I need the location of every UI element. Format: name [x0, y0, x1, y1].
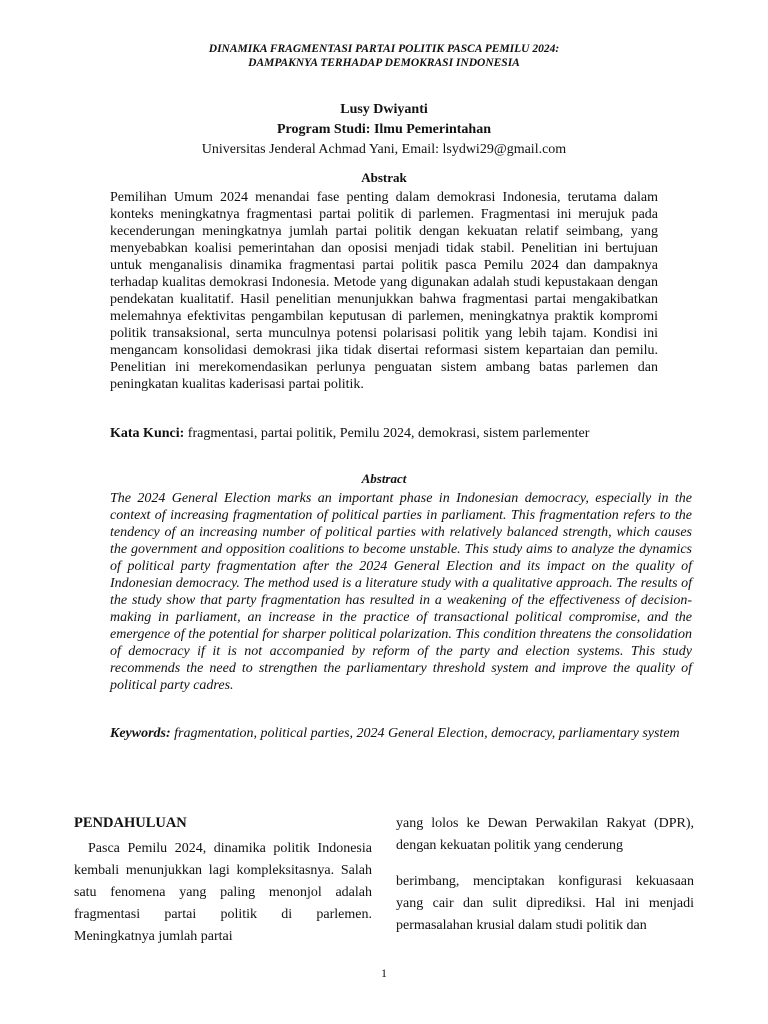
right-column-part2 [396, 871, 694, 937]
abstract-heading: Abstract [361, 471, 407, 486]
left-column-text: Pasca Pemilu 2024, dinamika politik Indonesia kembali menunjukkan lagi kompleksitasnya. Salah satu fenomena yang paling menonjol adalah fragmentasi partai politik di parlemen. Meningkatnya jumlah partai [74, 841, 372, 944]
right-column-text-1: yang lolos ke Dewan Perwakilan Rakyat (DPR), dengan kekuatan politik yang cenderung [396, 816, 694, 853]
section-heading-pendahuluan: PENDAHULUAN [74, 815, 187, 831]
paper-title [110, 42, 658, 70]
right-column-part1 [396, 813, 694, 857]
keywords-values: fragmentation, political parties, 2024 General Election, democracy, parliamentary system [174, 726, 680, 741]
author-name: Lusy Dwiyanti [340, 102, 428, 117]
kata-kunci-values: fragmentasi, partai politik, Pemilu 2024, demokrasi, sistem parlementer [187, 426, 590, 441]
abstrak-text: Pemilihan Umum 2024 menandai fase penting dalam demokrasi Indonesia, terutama dalam konteks meningkatnya fragmentasi partai politik di parlemen. Fragmentasi ini merujuk pada kecenderungan meningkatnya jumlah partai politik dengan kekuatan relatif seimbang, yang menyebabkan koalisi pemerintahan dan oposisi menjadi tidak stabil. Penelitian ini bertujuan untuk menganalisis dinamika fragmentasi partai politik pasca Pemilu 2024 dan dampaknya terhadap kualitas demokrasi Indonesia. Metode yang digunakan adalah studi kepustakaan dengan pendekatan kualitatif. Hasil penelitian menunjukkan bahwa fragmentasi partai mengakibatkan melemahnya efektivitas pengambilan keputusan di parlemen, meningkatnya praktik kompromi politik transaksional, serta munculnya potensi polarisasi politik yang lebih tajam. Kondisi ini mengancam konsolidasi demokrasi jika tidak disertai reformasi sistem kepartaian dan pemilu. Penelitian ini merekomendasikan perlunya penguatan sistem ambang batas parlemen dan peningkatan kualitas kaderisasi partai politik. [110, 190, 658, 392]
kata-kunci [110, 425, 658, 442]
abstract-text: The 2024 General Election marks an important phase in Indonesian democracy, especially in the context of increasing fragmentation of political parties in parliament. This fragmentation refers to the tendency of an increasing number of political parties with relatively balanced strength, which causes the government and opposition coalitions to become unstable. This study aims to analyze the dynamics of political party fragmentation after the 2024 General Election and its impact on the quality of Indonesian democracy. The method used is a literature study with a qualitative approach. The results of the study show that party fragmentation has resulted in a weakening of the effectiveness of decision-making in parliament, an increase in the practice of transactional political compromise, and the emergence of the potential for sharper political polarization. This condition threatens the consolidation of democracy if it is not accompanied by reform of the party and election systems. This study recommends the need to strengthen the parliamentary threshold system and improve the quality of political party cadres. [110, 491, 692, 693]
title-line-2: DAMPAKNYA TERHADAP DEMOKRASI INDONESIA [248, 57, 520, 69]
keywords [110, 725, 692, 742]
keywords-label: Keywords: [110, 726, 171, 741]
left-column [74, 838, 372, 948]
affiliation: Universitas Jenderal Achmad Yani, Email: lsydwi29@gmail.com [201, 142, 567, 157]
right-column-text-2: berimbang, menciptakan konfigurasi kekuasaan yang cair dan sulit diprediksi. Hal ini menjadi permasalahan krusial dalam studi politik dan [396, 874, 694, 933]
kata-kunci-label: Kata Kunci: [110, 426, 185, 441]
study-program: Program Studi: Ilmu Pemerintahan [276, 122, 491, 137]
author-block [110, 100, 658, 160]
title-line-1: DINAMIKA FRAGMENTASI PARTAI POLITIK PASCA PEMILU 2024: [208, 43, 560, 55]
page-number: 1 [381, 966, 387, 980]
abstrak-heading: Abstrak [361, 170, 407, 185]
